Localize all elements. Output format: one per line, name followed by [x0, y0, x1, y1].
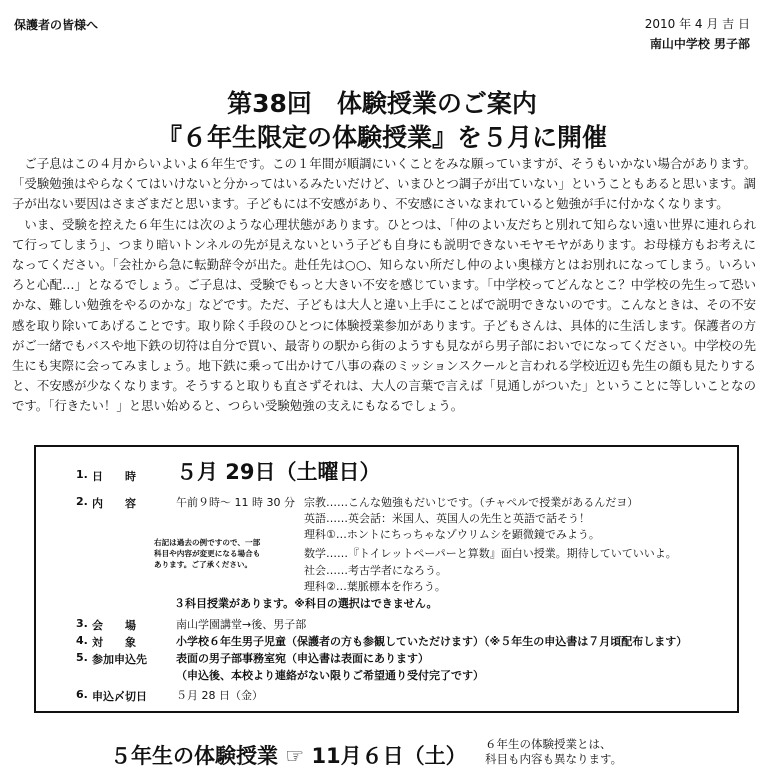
label-datetime: 日 時	[92, 470, 136, 483]
label-content: 内 容	[92, 497, 136, 510]
grade5-note	[485, 737, 622, 767]
subject-science-1: 理科①…ホントにちっちゃなゾウリムシを顕微鏡でみよう。	[304, 528, 600, 541]
label-venue: 会 場	[92, 619, 136, 632]
change-notice-line-3: あります。ご了承ください。	[154, 560, 253, 569]
event-time: 午前９時～ 11 時 30 分	[176, 496, 295, 509]
header-right	[645, 14, 750, 54]
item-number-4: 4.	[76, 634, 88, 647]
title-line-1: 第38回 体験授業のご案内	[227, 89, 537, 118]
item-number-2: 2.	[76, 495, 88, 508]
subject-science-2: 理科②…葉脈標本を作ろう。	[304, 580, 446, 593]
body-text	[12, 154, 756, 417]
change-notice-line-1: 右記は過去の例ですので、一部	[154, 538, 261, 547]
target: 小学校６年生男子児童（保護者の方も参観していただけます）（※５年生の申込書は７月頃配布します）	[176, 635, 688, 648]
application-note: （申込後、本校より連絡がない限りご希望通り受付完了です）	[176, 669, 484, 682]
label-application: 参加申込先	[92, 653, 147, 666]
item-number-3: 3.	[76, 617, 88, 630]
paragraph-2: いま、受験を控えた６年生には次のような心理状態があります。ひとつは、「仲のよい友だちと別れて知らない遠い世界に連れられて行ってしまう」、つまり暗いトンネルの先が見えないという子ども自身にも説明できないモヤモヤがあります。お母様方もお考えになってください。「会社から急に転勤辞令が出た。赴任先は○○、知らない所だし仲のよい奥様方とはお別れになってしまう。いろいろと心配…」となるでしょう。ご子息は、受験でもっと大きい不安を感じています。「中学校ってどんなとこ？中学校の先生って恐いかな、難しい勉強をやるのかな」などです。ただ、子どもは大人と違い上手にことばで説明できないのです。こんなときは、その不安感を取り除いてあげることです。取り除く手段のひとつに体験授業参加があります。子どもさんは、具体的に生活します。保護者の方がご一緒でもバスや地下鉄の切符は自分で買い、最寄りの駅から街のようすも見ながら男子部においでになってください。中学校の先生にも実際に会ってみましょう。地下鉄に乗って出かけて八事の森のミッションスクールと言われる学校近辺も先生の顔も見たりすると、不安感が少なくなります。そうすると取りも直さずそれは、大人の言葉で言えば「見通しがついた」ということに等しいことなのです。「行きたい！」と思い始めると、つらい受験勉強の支えにもなるでしょう。	[12, 216, 756, 414]
school-name: 南山中学校 男子部	[649, 37, 750, 51]
application-destination: 表面の男子部事務室宛（申込書は表面にあります）	[176, 652, 429, 665]
item-number-1: 1.	[76, 468, 88, 481]
event-date: ５月 29日（土曜日）	[176, 460, 381, 484]
change-notice	[154, 537, 260, 570]
grade5-heading: ５年生の体験授業 ☞ 11月６日（土）	[110, 744, 467, 768]
deadline: ５月 28 日（金）	[176, 689, 263, 702]
label-deadline: 申込〆切日	[92, 690, 147, 703]
details-box	[34, 445, 739, 713]
item-number-6: 6.	[76, 688, 88, 701]
item-number-5: 5.	[76, 651, 88, 664]
venue: 南山学園講堂→後、男子部	[176, 618, 307, 631]
subject-list	[304, 495, 638, 511]
subject-social: 社会……考古学者になろう。	[304, 564, 447, 577]
paragraph-1: ご子息はこの４月からいよいよ６年生です。この１年間が順調にいくことをみな願っていますが、そうもいかない場合があります。「受験勉強はやらなくてはいけないと分かってはいるみたいだけど、いまひとつ調子が出ていない」ということもあると思います。調子が出ない要因はさまざまだと思います。子どもには不安感があり、不安感にさいなまれていると勉強が手に付かなくなります。	[12, 156, 756, 212]
subject-math: 数学……『トイレットペーパーと算数』面白い授業。期待していていいよ。	[304, 547, 677, 560]
change-notice-line-2: 科目や内容が変更になる場合も	[154, 549, 261, 558]
title-line-2: 『６年生限定の体験授業』を５月に開催	[156, 123, 607, 152]
grade5-note-line-2: 科目も内容も異なります。	[485, 752, 623, 766]
label-target: 対 象	[92, 636, 136, 649]
subject-religion: 宗教……こんな勉強もだいじです。（チャペルで授業があるんだヨ）	[304, 496, 639, 509]
issue-date: 2010 年 4 月 吉 日	[644, 17, 750, 31]
grade5-note-line-1: ６年生の体験授業とは、	[485, 737, 612, 751]
subject-english: 英語……英会話：米国人、英国人の先生と英語で話そう！	[304, 512, 590, 525]
addressee: 保護者の皆様へ	[14, 18, 99, 32]
three-subjects-note: ３科目授業があります。※科目の選択はできません。	[174, 597, 438, 610]
